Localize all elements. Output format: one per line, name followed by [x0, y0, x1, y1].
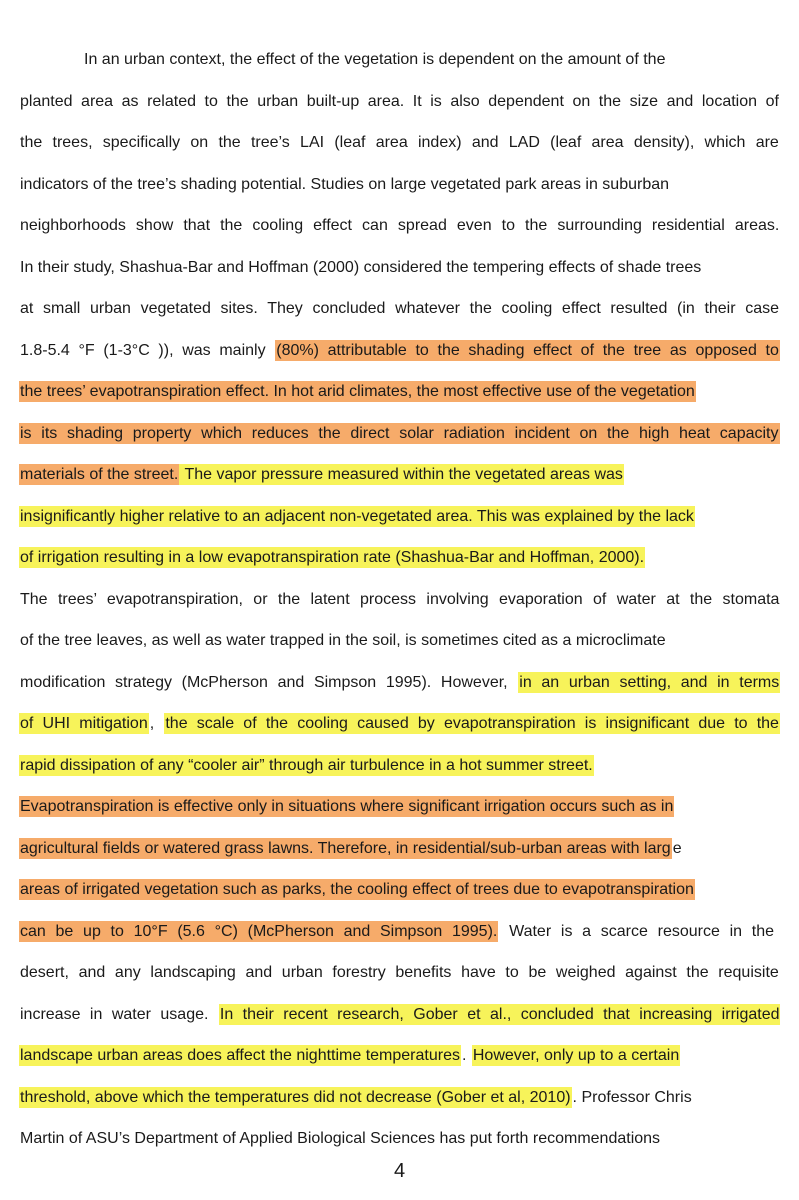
text-run: planted area as related to the urban built-up area. It is also dependent on the size and location of — [20, 92, 779, 110]
text-line — [19, 337, 780, 365]
text-run: In their study, Shashua-Bar and Hoffman (2000) considered the tempering effects of shade trees — [20, 258, 702, 276]
text-line — [19, 876, 695, 904]
text-line — [19, 295, 780, 323]
highlighted-text: rapid dissipation of any “cooler air” through air turbulence in a hot summer street. — [20, 756, 593, 774]
text-run: neighborhoods show that the cooling effect can spread even to the surrounding residential areas. — [20, 217, 780, 234]
text-run: the trees, specifically on the tree’s LAI (leaf area index) and LAD (leaf area density), which are — [20, 134, 779, 151]
text-line — [19, 212, 780, 240]
page-number: 4 — [393, 1160, 406, 1182]
highlighted-text: in an urban setting, and in terms — [519, 673, 780, 691]
text-run: e — [672, 839, 682, 857]
text-line — [19, 918, 775, 946]
text-line — [19, 88, 780, 116]
text-run: increase in water usage. — [20, 1005, 218, 1023]
text-line — [19, 171, 670, 199]
text-run: . Professor Chris — [572, 1088, 692, 1106]
highlighted-text: However, only up to a certain — [472, 1047, 680, 1064]
text-line — [19, 461, 624, 489]
highlighted-text: The vapor pressure measured within the vegetated areas was — [180, 466, 623, 483]
highlighted-text: agricultural fields or watered grass lawns. Therefore, in residential/sub-urban areas with larg — [20, 839, 671, 857]
text-line — [19, 627, 667, 655]
text-line — [19, 1125, 661, 1153]
text-run: indicators of the tree’s shading potential. Studies on large vegetated park areas in suburban — [20, 175, 670, 193]
text-run: In an urban context, the effect of the vegetation is dependent on the amount of the — [84, 51, 666, 68]
text-line — [19, 959, 780, 987]
highlighted-text: landscape urban areas does affect the nighttime temperatures — [20, 1047, 460, 1064]
highlighted-text: the trees’ evapotranspiration effect. In hot arid climates, the most effective use of the vegetation — [20, 383, 695, 400]
text-run: . — [461, 1047, 471, 1064]
text-run: at small urban vegetated sites. They concluded whatever the cooling effect resulted (in their case — [20, 300, 780, 317]
highlighted-text: of UHI mitigation — [20, 715, 148, 732]
text-line — [19, 710, 780, 738]
highlighted-text: of irrigation resulting in a low evapotranspiration rate (Shashua-Bar and Hoffman, 2000). — [20, 549, 645, 566]
text-line — [19, 129, 780, 157]
highlighted-text: the scale of the cooling caused by evapotranspiration is insignificant due to the — [165, 715, 779, 732]
highlighted-text: threshold, above which the temperatures did not decrease (Gober et al, 2010) — [20, 1088, 571, 1106]
highlighted-text: Evapotranspiration is effective only in situations where significant irrigation occurs such as in — [20, 798, 674, 815]
text-line — [19, 1042, 680, 1070]
text-line — [19, 544, 645, 572]
highlighted-text: is its shading property which reduces the direct solar radiation incident on the high heat capacity — [20, 424, 779, 442]
text-line — [19, 669, 780, 697]
text-run: Water is a scarce resource in the — [499, 922, 775, 940]
text-line — [19, 793, 674, 821]
text-line — [19, 586, 780, 614]
text-line — [19, 254, 702, 282]
text-line — [19, 752, 594, 780]
text-line — [19, 503, 695, 531]
text-run: desert, and any landscaping and urban forestry benefits have to be weighed against the requisite — [20, 964, 779, 981]
text-line — [19, 378, 696, 406]
highlighted-text: In their recent research, Gober et al., concluded that increasing irrigated — [219, 1005, 780, 1023]
text-run: modification strategy (McPherson and Simpson 1995). However, — [20, 673, 518, 691]
text-line — [19, 1084, 693, 1112]
highlighted-text: areas of irrigated vegetation such as parks, the cooling effect of trees due to evapotranspiration — [20, 881, 694, 898]
highlighted-text: insignificantly higher relative to an adjacent non-vegetated area. This was explained by the lack — [20, 507, 694, 525]
text-line — [19, 835, 683, 863]
text-line — [19, 420, 780, 448]
highlighted-text: materials of the street. — [20, 466, 179, 483]
text-line — [19, 1001, 780, 1029]
text-run: Martin of ASU’s Department of Applied Biological Sciences has put forth recommendations — [20, 1130, 661, 1147]
text-run: of the tree leaves, as well as water trapped in the soil, is sometimes cited as a microclimate — [20, 632, 666, 649]
text-run: , — [149, 715, 164, 732]
highlighted-text: (80%) attributable to the shading effect of the tree as opposed to — [276, 341, 779, 359]
text-run: 1.8-5.4 °F (1-3°C )), was mainly — [20, 341, 275, 359]
text-line — [83, 46, 666, 74]
text-run: The trees’ evapotranspiration, or the latent process involving evaporation of water at the stomata — [20, 590, 780, 608]
highlighted-text: can be up to 10°F (5.6 °C) (McPherson and Simpson 1995). — [20, 922, 498, 940]
